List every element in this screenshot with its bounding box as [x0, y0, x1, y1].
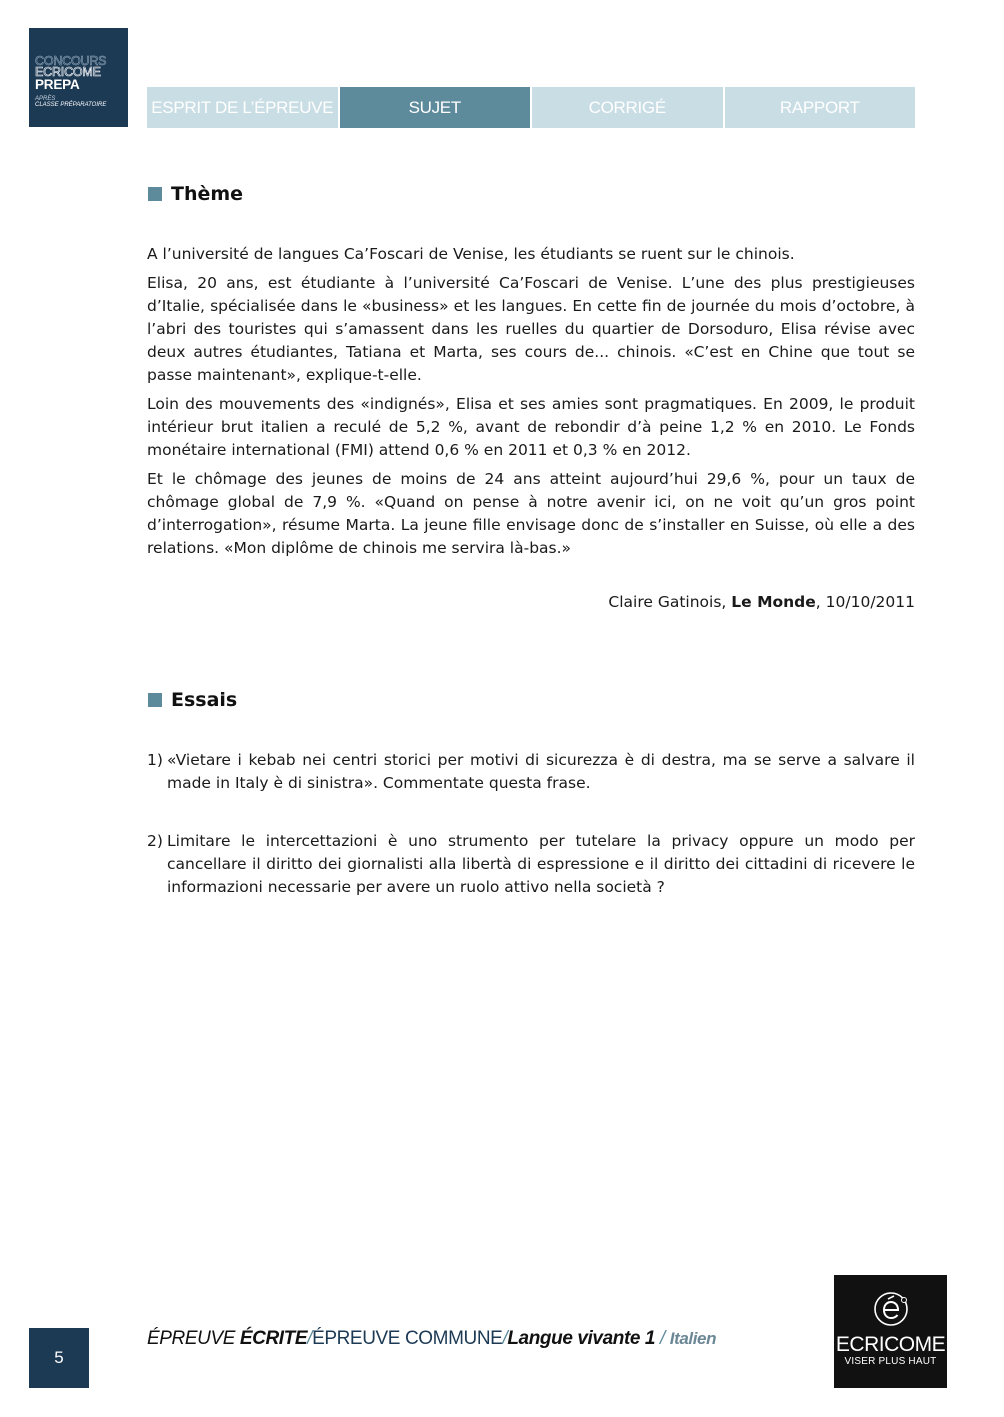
footer-commune: COMMUNE [404, 1328, 503, 1349]
ecricome-e-icon [873, 1291, 909, 1327]
square-bullet-icon [148, 187, 162, 201]
source-author: Claire Gatinois, [608, 593, 727, 611]
section-tabs [147, 87, 915, 128]
essais-heading [148, 689, 237, 711]
ecricome-brand-logo [834, 1275, 947, 1388]
logo-prepa: PREPA [35, 77, 80, 92]
footer-italien: Italien [669, 1329, 717, 1348]
tab-esprit[interactable]: ESPRIT DE L’ÉPREUVE [147, 87, 338, 128]
logo-classe: CLASSE PRÉPARATOIRE [35, 102, 107, 108]
essay-item [147, 749, 915, 795]
footer-langue: Langue vivante 1 [507, 1328, 656, 1349]
theme-text [147, 243, 915, 566]
theme-title: Thème [171, 183, 244, 205]
footer-separator: / [502, 1328, 508, 1349]
logo-concours: CONCOURS [35, 54, 107, 68]
brand-name: ECRICOME [835, 1333, 946, 1356]
source-paper: Le Monde [731, 593, 816, 611]
theme-heading [148, 183, 243, 205]
essay-number: 2) [147, 832, 163, 850]
brand-tagline: VISER PLUS HAUT [844, 1356, 937, 1367]
theme-paragraph: A l’université de langues Ca’Foscari de Venise, les étudiants se ruent sur le chinois. [147, 245, 795, 263]
footer-separator: / [307, 1328, 313, 1349]
theme-paragraph: Elisa, 20 ans, est étudiante à l’université Ca’Foscari de Venise. L’une des plus prestigieuses d’Italie, spécialisée dans le «business» et les langues. En cette fin de journée du mois d’octobre, à l’abri des touristes qui s’amassent dans les ruelles du quartier de Dorsoduro, Elisa révise avec deux autres étudiantes, Tatiana et Marta, ses cours de... chinois. «C’est en Chine que tout se passe maintenant», explique-t-elle. [147, 274, 915, 384]
tab-corrige[interactable]: CORRIGÉ [532, 87, 723, 128]
tab-rapport[interactable]: RAPPORT [725, 87, 916, 128]
source-citation [608, 593, 915, 611]
page-number: 5 [29, 1328, 89, 1388]
essay-text: «Vietare i kebab nei centri storici per motivi di sicurezza è di destra, ma se serve a salvare il made in Italy è di sinistra». Commentate questa frase. [167, 751, 915, 792]
essay-item [147, 830, 915, 899]
footer-epreuve: ÉPREUVE [147, 1328, 240, 1349]
source-date: , 10/10/2011 [815, 593, 915, 611]
tab-sujet[interactable]: SUJET [340, 87, 531, 128]
footer-ecrite: ÉCRITE [239, 1328, 308, 1349]
essais-title: Essais [171, 689, 238, 711]
footer-epreuve2: ÉPREUVE [312, 1328, 405, 1349]
logo-apres: APRÈS [35, 96, 56, 102]
theme-paragraph: Et le chômage des jeunes de moins de 24 ans atteint aujourd’hui 29,6 %, pour un taux de chômage global de 7,9 %. «Quand on pense à notre avenir ici, on ne voit qu’un gros point d’interrogation», résume Marta. La jeune fille envisage donc de s’installer en Suisse, où elle a des relations. «Mon diplôme de chinois me servira là-bas.» [147, 470, 915, 557]
concours-logo [29, 28, 128, 127]
essay-text: Limitare le intercettazioni è uno strumento per tutelare la privacy oppure un modo per cancellare il diritto dei giornalisti alla libertà di espressione e il diritto dei cittadini di ricevere le informazioni necessarie per avere un ruolo attivo nella società ? [167, 832, 915, 896]
square-bullet-icon [148, 693, 162, 707]
essay-number: 1) [147, 751, 163, 769]
logo-ecricome: ECRICOME [35, 65, 101, 79]
footer-path [147, 1328, 716, 1350]
theme-paragraph: Loin des mouvements des «indignés», Elisa et ses amies sont pragmatiques. En 2009, le produit intérieur brut italien a reculé de 5,2 %, avant de rebondir d’à peine 1,2 % en 2010. Le Fonds monétaire international (FMI) attend 0,6 % en 2011 et 0,3 % en 2012. [147, 395, 915, 459]
footer-separator: / [655, 1328, 665, 1349]
